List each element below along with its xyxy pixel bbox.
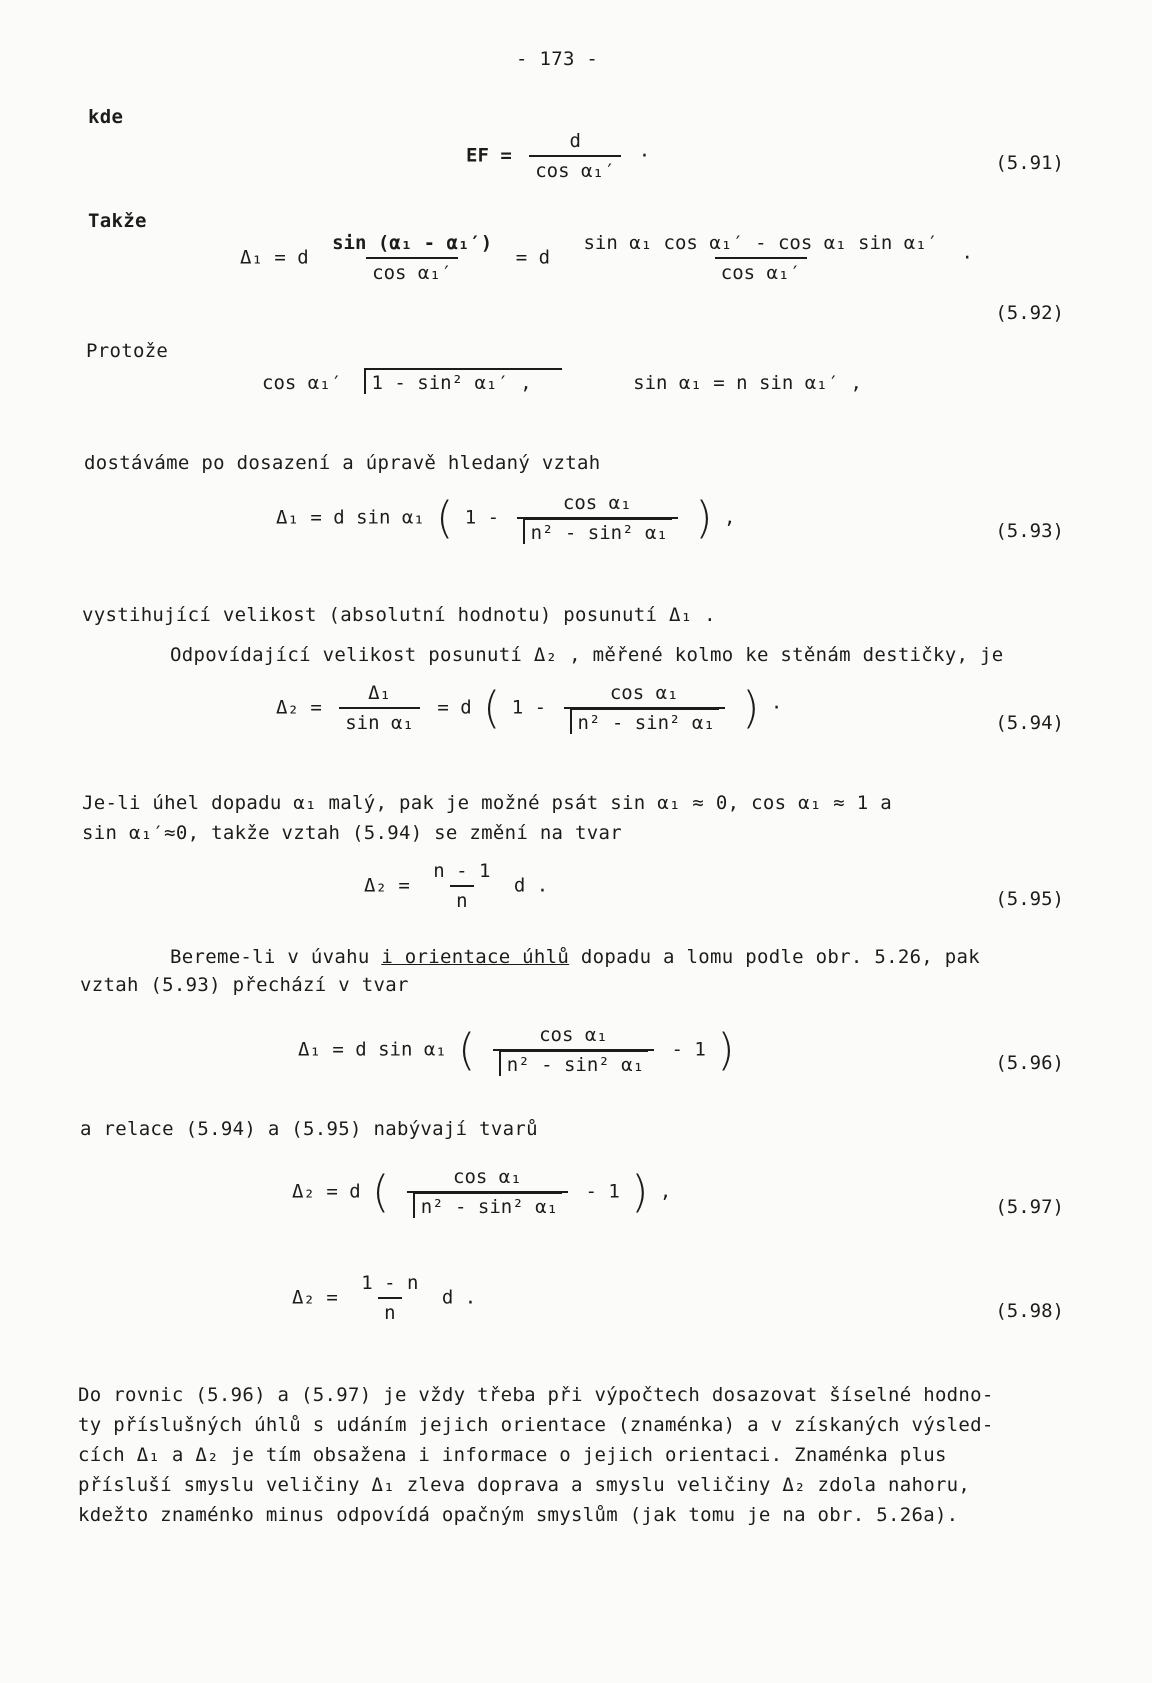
eq-denominator <box>407 1191 568 1218</box>
paragraph-line: sin α₁′≈0, takže vztah (5.94) se změní na tvar <box>82 822 622 844</box>
eq-fraction <box>564 682 725 734</box>
equation-5-94 <box>276 682 782 734</box>
paragraph-line: vystihující velikost (absolutní hodnotu) posunutí Δ₁ . <box>82 604 716 626</box>
eq-tail: · <box>638 144 651 167</box>
eq-one: 1 - <box>511 696 547 719</box>
eq-denominator: sin α₁ <box>339 707 420 734</box>
paren-close: ) <box>695 492 713 544</box>
paragraph-line: Je-li úhel dopadu α₁ malý, pak je možné psát sin α₁ ≈ 0, cos α₁ ≈ 1 a <box>82 792 892 814</box>
eq-tail: , <box>659 1180 672 1203</box>
equation-5-91 <box>466 130 650 182</box>
paragraph-line: přísluší smyslu veličiny Δ₁ zleva doprava a smyslu veličiny Δ₂ zdola nahoru, <box>78 1474 971 1496</box>
eq-numerator: cos α₁ <box>539 1024 608 1046</box>
paren-open: ( <box>372 1166 390 1218</box>
equation-5-98 <box>292 1272 476 1324</box>
relations-protoze <box>262 372 862 394</box>
eq-lhs: Δ₂ = <box>276 696 322 719</box>
eq-fraction <box>355 1272 424 1324</box>
rel-cos: cos α₁′ <box>262 372 343 394</box>
eq-fraction <box>517 492 678 544</box>
equation-label: (5.94) <box>995 712 1064 734</box>
eq-fraction <box>577 232 944 284</box>
rel-sqrt: 1 - sin² α₁′ , <box>364 368 562 394</box>
eq-tail: , <box>723 506 736 529</box>
word-takze: Takže <box>88 210 147 232</box>
eq-tail: d . <box>441 1286 477 1309</box>
eq-numerator: cos α₁ <box>453 1166 522 1188</box>
equation-label: (5.98) <box>995 1300 1064 1322</box>
equation-label: (5.93) <box>995 520 1064 542</box>
eq-denominator <box>564 707 725 734</box>
eq-tail: · <box>961 246 973 269</box>
paragraph-line: Do rovnic (5.96) a (5.97) je vždy třeba při výpočtech dosazovat šíselné hodno- <box>78 1384 994 1406</box>
eq-numerator: cos α₁ <box>562 492 632 514</box>
eq-sqrt: n² - sin² α₁ <box>570 708 719 734</box>
eq-lhs: Δ₂ = d <box>292 1180 361 1203</box>
paragraph-line: dostáváme po dosazení a úpravě hledaný vztah <box>84 452 601 474</box>
eq-numerator: cos α₁ <box>609 682 679 704</box>
eq-minus-one: - 1 <box>671 1038 706 1061</box>
eq-fraction <box>427 860 496 912</box>
text-part: dopadu a lomu podle obr. 5.26, pak <box>569 946 981 968</box>
eq-tail: · <box>770 696 783 719</box>
paren-open: ( <box>483 682 501 734</box>
eq-numerator: sin (α₁ - α₁′) <box>332 232 493 254</box>
rel-sin: sin α₁ = n sin α₁′ , <box>633 372 862 394</box>
equation-5-93 <box>276 492 735 544</box>
paragraph-line: ty příslušných úhlů s udáním jejich orientace (znaménka) a v získaných výsled- <box>78 1414 994 1436</box>
eq-sqrt: n² - sin² α₁ <box>499 1050 648 1076</box>
word-kde: kde <box>88 106 124 128</box>
eq-sqrt: n² - sin² α₁ <box>413 1192 562 1218</box>
equation-label: (5.97) <box>995 1196 1064 1218</box>
eq-lhs: Δ₁ = d <box>240 246 309 269</box>
equation-5-92 <box>240 232 973 284</box>
eq-denominator: n <box>450 885 473 912</box>
equation-5-97 <box>292 1166 671 1218</box>
eq-lhs: Δ₁ = d sin α₁ <box>298 1038 447 1061</box>
word-protoze: Protože <box>86 340 169 362</box>
paren-close: ) <box>631 1166 649 1218</box>
text-underlined: i orientace úhlů <box>381 946 570 968</box>
equation-5-96 <box>298 1024 734 1076</box>
paren-open: ( <box>458 1024 476 1076</box>
eq-minus-one: - 1 <box>585 1180 620 1203</box>
eq-mid: = d <box>515 246 551 269</box>
eq-denominator: n <box>378 1297 401 1324</box>
eq-lhs: Δ₁ = d sin α₁ <box>276 506 425 529</box>
eq-numerator: 1 - n <box>361 1272 419 1294</box>
eq-fraction <box>529 130 621 182</box>
eq-denominator <box>493 1049 654 1076</box>
paren-close: ) <box>742 682 760 734</box>
eq-fraction <box>493 1024 654 1076</box>
eq-lhs: Δ₂ = <box>292 1286 338 1309</box>
eq-sqrt: n² - sin² α₁ <box>523 518 672 544</box>
paragraph-line: cích Δ₁ a Δ₂ je tím obsažena i informace o jejich orientaci. Znaménka plus <box>78 1444 947 1466</box>
eq-denominator: cos α₁′ <box>529 155 621 182</box>
eq-numerator: Δ₁ <box>368 682 391 704</box>
paragraph-line: kdežto znaménko minus odpovídá opačným smyslům (jak tomu je na obr. 5.26a). <box>78 1504 959 1526</box>
paren-close: ) <box>717 1024 735 1076</box>
eq-numerator: d <box>569 130 581 152</box>
equation-label: (5.92) <box>995 302 1064 324</box>
paren-open: ( <box>436 492 454 544</box>
page-number: - 173 - <box>516 48 599 70</box>
eq-numerator: n - 1 <box>433 860 491 882</box>
equation-label: (5.91) <box>995 152 1064 174</box>
paragraph-line: a relace (5.94) a (5.95) nabývají tvarů <box>80 1118 538 1140</box>
eq-fraction <box>407 1166 568 1218</box>
paragraph-line: Odpovídající velikost posunutí Δ₂ , měřené kolmo ke stěnám destičky, je <box>170 644 1004 666</box>
equation-label: (5.96) <box>995 1052 1064 1074</box>
eq-tail: d . <box>513 874 549 897</box>
eq-fraction <box>326 232 498 284</box>
paragraph-line <box>170 946 980 968</box>
eq-numerator: sin α₁ cos α₁′ - cos α₁ sin α₁′ <box>583 232 939 254</box>
eq-one: 1 - <box>464 506 500 529</box>
eq-fraction <box>339 682 420 734</box>
text-part: Bereme-li v úvahu <box>170 946 382 968</box>
paragraph-line: vztah (5.93) přechází v tvar <box>80 974 409 996</box>
eq-lhs: Δ₂ = <box>364 874 410 897</box>
eq-mid: = d <box>437 696 472 719</box>
eq-lhs: EF = <box>466 144 512 167</box>
equation-5-95 <box>364 860 548 912</box>
eq-denominator <box>517 517 678 544</box>
equation-label: (5.95) <box>995 888 1064 910</box>
eq-denominator: cos α₁′ <box>715 257 807 284</box>
eq-denominator: cos α₁′ <box>366 257 458 284</box>
